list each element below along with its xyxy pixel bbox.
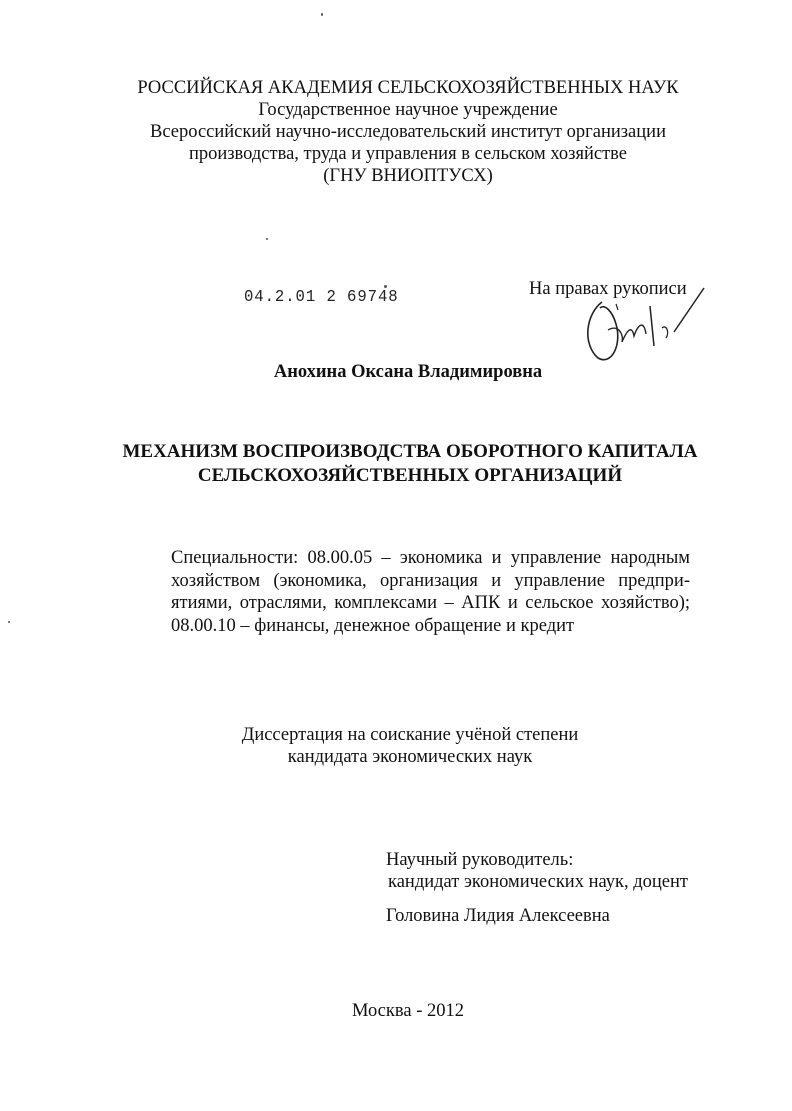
specialties-line1: Специальности: 08.00.05 – экономика и управление народным: [171, 548, 690, 568]
institute-name-line1: Всероссийский научно-исследовательский институт организации: [150, 122, 666, 142]
dissertation-title-line1: МЕХАНИЗМ ВОСПРОИЗВОДСТВА ОБОРОТНОГО КАПИТАЛА: [122, 441, 698, 462]
dissertation-title-line2: СЕЛЬСКОХОЗЯЙСТВЕННЫХ ОРГАНИЗАЦИЙ: [197, 465, 623, 486]
supervisor-name: Головина Лидия Алексеевна: [386, 906, 610, 926]
scan-speck: [266, 238, 268, 240]
manuscript-rights-label: На правах рукописи: [529, 279, 687, 299]
scan-speck: [8, 621, 10, 623]
signature-image: [578, 284, 710, 370]
supervisor-degree: кандидат экономических наук, доцент: [388, 872, 689, 892]
institute-abbreviation: (ГНУ ВНИОПТУСХ): [323, 166, 493, 186]
dissertation-degree-line2: кандидата экономических наук: [287, 747, 533, 767]
registration-number: 04.2.01 2 69748: [244, 288, 399, 307]
specialties-block: [171, 547, 690, 637]
specialties-line4: 08.00.10 – финансы, денежное обращение и кредит: [171, 615, 575, 636]
institution-type: Государственное научное учреждение: [258, 100, 558, 120]
specialties-line2: хозяйством (экономика, организация и управление предпри-: [171, 570, 690, 591]
scan-speck: [321, 13, 323, 16]
dissertation-degree-line1: Диссертация на соискание учёной степени: [241, 725, 579, 745]
institute-name-line2: производства, труда и управления в сельском хозяйстве: [188, 144, 628, 164]
specialties-line3: ятиями, отраслями, комплексами – АПК и сельское хозяйство);: [171, 593, 690, 613]
supervisor-label: Научный руководитель:: [386, 850, 574, 870]
ink-speck: [384, 285, 387, 288]
academy-name: РОССИЙСКАЯ АКАДЕМИЯ СЕЛЬСКОХОЗЯЙСТВЕННЫХ НАУК: [137, 78, 679, 98]
city-year: Москва - 2012: [351, 1001, 464, 1021]
author-name: Анохина Оксана Владимировна: [273, 362, 543, 382]
